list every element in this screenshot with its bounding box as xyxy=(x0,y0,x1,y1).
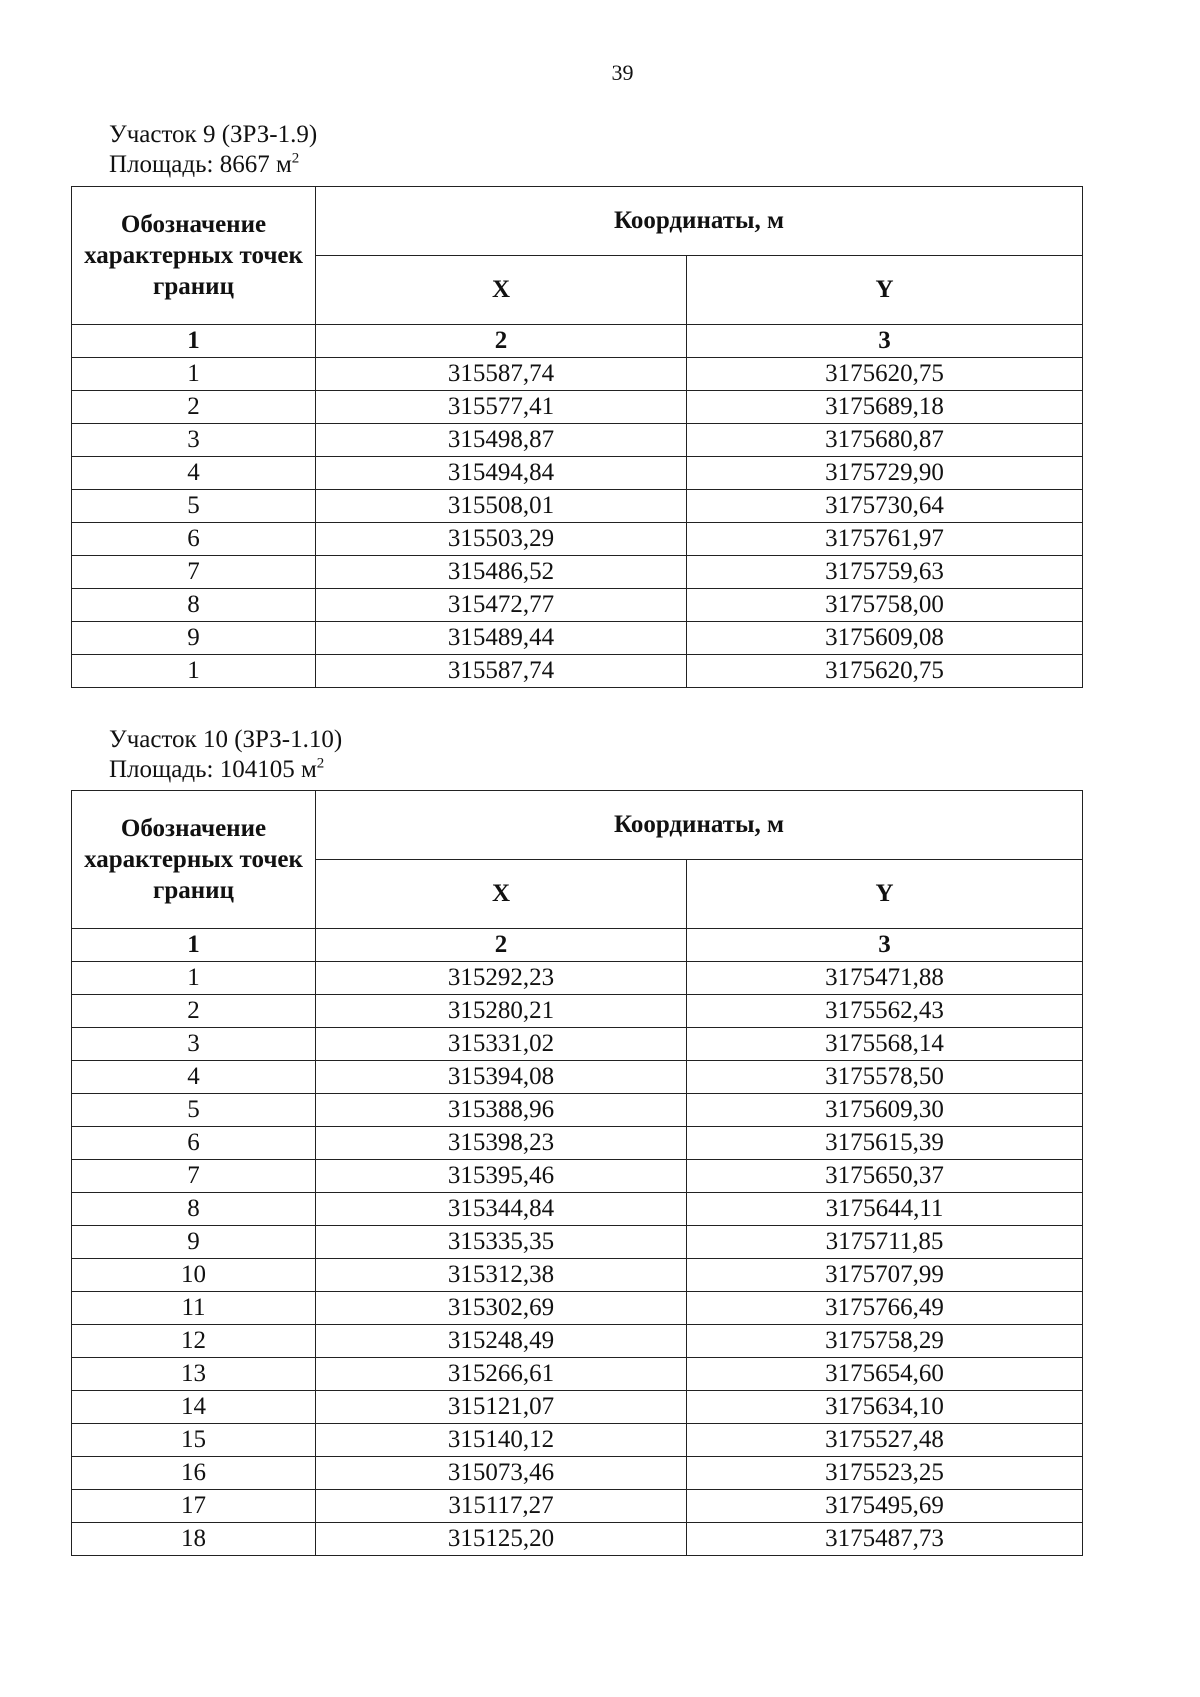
column-number: 1 xyxy=(72,929,316,962)
point-number: 1 xyxy=(72,655,316,688)
table-row xyxy=(72,457,1083,490)
coord-y: 3175620,75 xyxy=(687,358,1083,391)
point-number: 17 xyxy=(72,1490,316,1523)
coord-x: 315073,46 xyxy=(316,1457,687,1490)
point-number: 10 xyxy=(72,1259,316,1292)
table-row xyxy=(72,995,1083,1028)
point-number: 14 xyxy=(72,1391,316,1424)
point-number: 4 xyxy=(72,1061,316,1094)
coord-x: 315344,84 xyxy=(316,1193,687,1226)
coord-x: 315331,02 xyxy=(316,1028,687,1061)
point-number: 18 xyxy=(72,1523,316,1556)
coord-y: 3175609,30 xyxy=(687,1094,1083,1127)
coord-y: 3175680,87 xyxy=(687,424,1083,457)
plot-title: Участок 9 (ЗРЗ-1.9) xyxy=(109,121,318,148)
coord-y: 3175609,08 xyxy=(687,622,1083,655)
point-number: 6 xyxy=(72,1127,316,1160)
point-number: 4 xyxy=(72,457,316,490)
point-number: 7 xyxy=(72,556,316,589)
point-number: 3 xyxy=(72,1028,316,1061)
point-number: 16 xyxy=(72,1457,316,1490)
table-row xyxy=(72,1028,1083,1061)
coord-y: 3175650,37 xyxy=(687,1160,1083,1193)
coord-x: 315248,49 xyxy=(316,1325,687,1358)
coord-y: 3175568,14 xyxy=(687,1028,1083,1061)
coord-y: 3175644,11 xyxy=(687,1193,1083,1226)
coord-y: 3175766,49 xyxy=(687,1292,1083,1325)
coord-x: 315266,61 xyxy=(316,1358,687,1391)
coord-x: 315486,52 xyxy=(316,556,687,589)
coord-x: 315117,27 xyxy=(316,1490,687,1523)
coord-x: 315398,23 xyxy=(316,1127,687,1160)
column-number: 1 xyxy=(72,325,316,358)
coord-x: 315494,84 xyxy=(316,457,687,490)
coord-x: 315312,38 xyxy=(316,1259,687,1292)
coord-x: 315587,74 xyxy=(316,358,687,391)
point-number: 2 xyxy=(72,391,316,424)
coordinates-table-plot-10 xyxy=(71,790,1083,1556)
point-number: 9 xyxy=(72,622,316,655)
plot-area-superscript: 2 xyxy=(291,150,300,167)
coord-x: 315121,07 xyxy=(316,1391,687,1424)
coord-y: 3175654,60 xyxy=(687,1358,1083,1391)
coord-y: 3175578,50 xyxy=(687,1061,1083,1094)
column-number: 2 xyxy=(316,929,687,962)
point-number: 15 xyxy=(72,1424,316,1457)
table-row xyxy=(72,655,1083,688)
header-coordinates: Координаты, м xyxy=(316,187,1083,256)
table-row xyxy=(72,1490,1083,1523)
coord-y: 3175758,29 xyxy=(687,1325,1083,1358)
point-number: 3 xyxy=(72,424,316,457)
header-coordinates: Координаты, м xyxy=(316,791,1083,860)
point-number: 2 xyxy=(72,995,316,1028)
table-row xyxy=(72,1061,1083,1094)
coord-y: 3175471,88 xyxy=(687,962,1083,995)
plot-area-label: Площадь: 8667 м xyxy=(109,151,292,178)
table-row xyxy=(72,1358,1083,1391)
table-row xyxy=(72,1523,1083,1556)
coord-y: 3175495,69 xyxy=(687,1490,1083,1523)
table-row xyxy=(72,589,1083,622)
column-number: 2 xyxy=(316,325,687,358)
point-number: 5 xyxy=(72,490,316,523)
coord-x: 315292,23 xyxy=(316,962,687,995)
page-number: 39 xyxy=(611,60,634,85)
plot-area-superscript: 2 xyxy=(316,755,325,772)
coord-x: 315335,35 xyxy=(316,1226,687,1259)
coord-y: 3175729,90 xyxy=(687,457,1083,490)
table-row xyxy=(72,622,1083,655)
coord-y: 3175562,43 xyxy=(687,995,1083,1028)
table-row xyxy=(72,1127,1083,1160)
column-number: 3 xyxy=(687,929,1083,962)
point-number: 11 xyxy=(72,1292,316,1325)
table-row xyxy=(72,1259,1083,1292)
point-number: 1 xyxy=(72,358,316,391)
coord-x: 315587,74 xyxy=(316,655,687,688)
table-row xyxy=(72,391,1083,424)
coord-y: 3175730,64 xyxy=(687,490,1083,523)
table-row xyxy=(72,424,1083,457)
table-row xyxy=(72,1193,1083,1226)
header-y: Y xyxy=(687,256,1083,325)
table-row xyxy=(72,523,1083,556)
table-row xyxy=(72,1226,1083,1259)
coord-y: 3175634,10 xyxy=(687,1391,1083,1424)
point-number: 5 xyxy=(72,1094,316,1127)
coord-x: 315498,87 xyxy=(316,424,687,457)
header-x: X xyxy=(316,860,687,929)
coord-y: 3175759,63 xyxy=(687,556,1083,589)
table-row xyxy=(72,556,1083,589)
coord-x: 315388,96 xyxy=(316,1094,687,1127)
coordinates-table-plot-9 xyxy=(71,186,1083,688)
header-designation: Обозначение характерных точек границ xyxy=(72,187,316,325)
coord-y: 3175689,18 xyxy=(687,391,1083,424)
coord-x: 315302,69 xyxy=(316,1292,687,1325)
plot-area-label: Площадь: 104105 м xyxy=(109,756,317,783)
point-number: 9 xyxy=(72,1226,316,1259)
table-row xyxy=(72,1325,1083,1358)
point-number: 1 xyxy=(72,962,316,995)
coord-x: 315577,41 xyxy=(316,391,687,424)
header-y: Y xyxy=(687,860,1083,929)
plot-title: Участок 10 (ЗРЗ-1.10) xyxy=(109,726,343,753)
table-row xyxy=(72,1094,1083,1127)
point-number: 7 xyxy=(72,1160,316,1193)
coord-y: 3175707,99 xyxy=(687,1259,1083,1292)
point-number: 8 xyxy=(72,589,316,622)
coord-x: 315472,77 xyxy=(316,589,687,622)
point-number: 13 xyxy=(72,1358,316,1391)
coord-y: 3175758,00 xyxy=(687,589,1083,622)
coord-y: 3175615,39 xyxy=(687,1127,1083,1160)
table-row xyxy=(72,1424,1083,1457)
coord-x: 315140,12 xyxy=(316,1424,687,1457)
table-row xyxy=(72,1391,1083,1424)
coord-x: 315280,21 xyxy=(316,995,687,1028)
coord-y: 3175487,73 xyxy=(687,1523,1083,1556)
plot-area xyxy=(109,150,299,179)
table-row xyxy=(72,1457,1083,1490)
coord-x: 315395,46 xyxy=(316,1160,687,1193)
coord-y: 3175527,48 xyxy=(687,1424,1083,1457)
coord-x: 315125,20 xyxy=(316,1523,687,1556)
coord-y: 3175523,25 xyxy=(687,1457,1083,1490)
column-number: 3 xyxy=(687,325,1083,358)
coord-x: 315503,29 xyxy=(316,523,687,556)
point-number: 8 xyxy=(72,1193,316,1226)
table-row xyxy=(72,490,1083,523)
point-number: 6 xyxy=(72,523,316,556)
table-row xyxy=(72,962,1083,995)
coord-y: 3175711,85 xyxy=(687,1226,1083,1259)
coord-x: 315508,01 xyxy=(316,490,687,523)
coord-x: 315489,44 xyxy=(316,622,687,655)
coord-y: 3175761,97 xyxy=(687,523,1083,556)
header-designation: Обозначение характерных точек границ xyxy=(72,791,316,929)
coord-y: 3175620,75 xyxy=(687,655,1083,688)
header-x: X xyxy=(316,256,687,325)
coord-x: 315394,08 xyxy=(316,1061,687,1094)
plot-area xyxy=(109,755,324,784)
point-number: 12 xyxy=(72,1325,316,1358)
table-row xyxy=(72,1160,1083,1193)
table-row xyxy=(72,1292,1083,1325)
table-row xyxy=(72,358,1083,391)
